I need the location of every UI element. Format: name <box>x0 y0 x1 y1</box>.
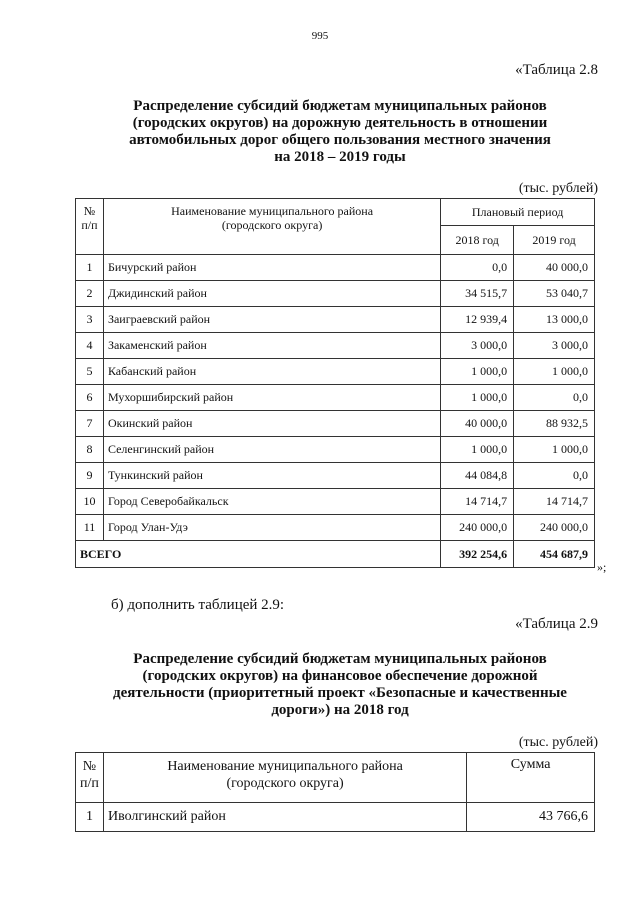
table-row <box>76 385 595 411</box>
district-name: Иволгинский район <box>103 803 466 832</box>
header-num-line: п/п <box>81 218 98 232</box>
district-name: Бичурский район <box>103 255 440 281</box>
value-2019: 40 000,0 <box>514 255 595 281</box>
district-name: Тункинский район <box>103 463 440 489</box>
title-line: Распределение субсидий бюджетам муниципальных районов <box>133 651 547 667</box>
row-number: 9 <box>76 463 104 489</box>
row-number: 7 <box>76 411 104 437</box>
value-2019: 3 000,0 <box>514 333 595 359</box>
value-2019: 0,0 <box>514 385 595 411</box>
value-2019: 1 000,0 <box>514 359 595 385</box>
paragraph-add-table: б) дополнить таблицей 2.9: <box>111 597 285 613</box>
table-2-8-title <box>60 98 620 166</box>
table-2-9-units: (тыс. рублей) <box>518 735 598 750</box>
header-num <box>76 199 104 255</box>
table-row <box>76 463 595 489</box>
header-num-line: № <box>83 204 96 218</box>
table-2-8-label: «Таблица 2.8 <box>515 62 598 78</box>
row-number: 1 <box>76 803 104 832</box>
title-line: (городских округов) на финансовое обеспечение дорожной <box>142 668 538 684</box>
total-2019: 454 687,9 <box>514 541 595 568</box>
table-2-9-body <box>76 803 595 832</box>
header-name-line: (городского округа) <box>226 776 344 791</box>
row-number: 4 <box>76 333 104 359</box>
table-row <box>76 437 595 463</box>
table-row <box>76 281 595 307</box>
header-name <box>103 753 466 803</box>
table-row <box>76 359 595 385</box>
district-name: Селенгинский район <box>103 437 440 463</box>
value-2018: 0,0 <box>441 255 514 281</box>
header-sum: Сумма <box>467 753 595 803</box>
title-line: Распределение субсидий бюджетам муниципальных районов <box>133 98 547 114</box>
table-2-8-closing: »; <box>597 560 607 574</box>
header-name-line: Наименование муниципального района <box>171 204 374 218</box>
table-row <box>76 255 595 281</box>
value-2018: 34 515,7 <box>441 281 514 307</box>
total-2018: 392 254,6 <box>441 541 514 568</box>
row-number: 1 <box>76 255 104 281</box>
district-name: Кабанский район <box>103 359 440 385</box>
header-name-line: (городского округа) <box>221 218 323 232</box>
value-2018: 1 000,0 <box>441 385 514 411</box>
table-row <box>76 803 595 832</box>
value-2019: 240 000,0 <box>514 515 595 541</box>
title-line: дороги») на 2018 год <box>271 702 409 718</box>
total-label: ВСЕГО <box>76 541 441 568</box>
header-name-line: Наименование муниципального района <box>167 759 403 774</box>
district-name: Джидинский район <box>103 281 440 307</box>
header-name <box>103 199 440 255</box>
district-name: Окинский район <box>103 411 440 437</box>
value-2018: 1 000,0 <box>441 437 514 463</box>
table-2-9-label: «Таблица 2.9 <box>515 616 598 632</box>
value-2018: 240 000,0 <box>441 515 514 541</box>
title-line: деятельности (приоритетный проект «Безопасные и качественные <box>113 685 567 701</box>
value-2019: 1 000,0 <box>514 437 595 463</box>
district-name: Город Северобайкальск <box>103 489 440 515</box>
header-period: Плановый период <box>441 199 595 226</box>
value-2019: 53 040,7 <box>514 281 595 307</box>
value-2018: 12 939,4 <box>441 307 514 333</box>
header-year-2018: 2018 год <box>441 226 514 255</box>
row-number: 11 <box>76 515 104 541</box>
page-number: 995 <box>311 30 329 42</box>
value-2018: 1 000,0 <box>441 359 514 385</box>
title-line: автомобильных дорог общего пользования местного значения <box>129 132 551 148</box>
district-name: Город Улан-Удэ <box>103 515 440 541</box>
district-name: Закаменский район <box>103 333 440 359</box>
header-num <box>76 753 104 803</box>
table-row <box>76 333 595 359</box>
value-2018: 44 084,8 <box>441 463 514 489</box>
table-2-9-title <box>60 651 620 719</box>
header-num-line: п/п <box>80 776 99 791</box>
district-name: Мухоршибирский район <box>103 385 440 411</box>
title-line: (городских округов) на дорожную деятельность в отношении <box>132 115 548 131</box>
district-name: Заиграевский район <box>103 307 440 333</box>
value-2019: 0,0 <box>514 463 595 489</box>
table-row <box>76 307 595 333</box>
row-number: 5 <box>76 359 104 385</box>
table-2-8-body <box>76 255 595 541</box>
table-2-8 <box>75 198 595 568</box>
row-number: 10 <box>76 489 104 515</box>
value-2018: 14 714,7 <box>441 489 514 515</box>
value-2019: 13 000,0 <box>514 307 595 333</box>
header-num-line: № <box>82 759 97 774</box>
row-number: 8 <box>76 437 104 463</box>
title-line: на 2018 – 2019 годы <box>274 149 406 165</box>
sum-value: 43 766,6 <box>467 803 595 832</box>
header-year-2019: 2019 год <box>514 226 595 255</box>
row-number: 3 <box>76 307 104 333</box>
value-2018: 40 000,0 <box>441 411 514 437</box>
table-row <box>76 515 595 541</box>
value-2019: 14 714,7 <box>514 489 595 515</box>
table-row <box>76 489 595 515</box>
row-number: 2 <box>76 281 104 307</box>
table-2-9 <box>75 752 595 832</box>
value-2019: 88 932,5 <box>514 411 595 437</box>
table-row <box>76 411 595 437</box>
value-2018: 3 000,0 <box>441 333 514 359</box>
row-number: 6 <box>76 385 104 411</box>
table-2-8-units: (тыс. рублей) <box>518 181 598 196</box>
